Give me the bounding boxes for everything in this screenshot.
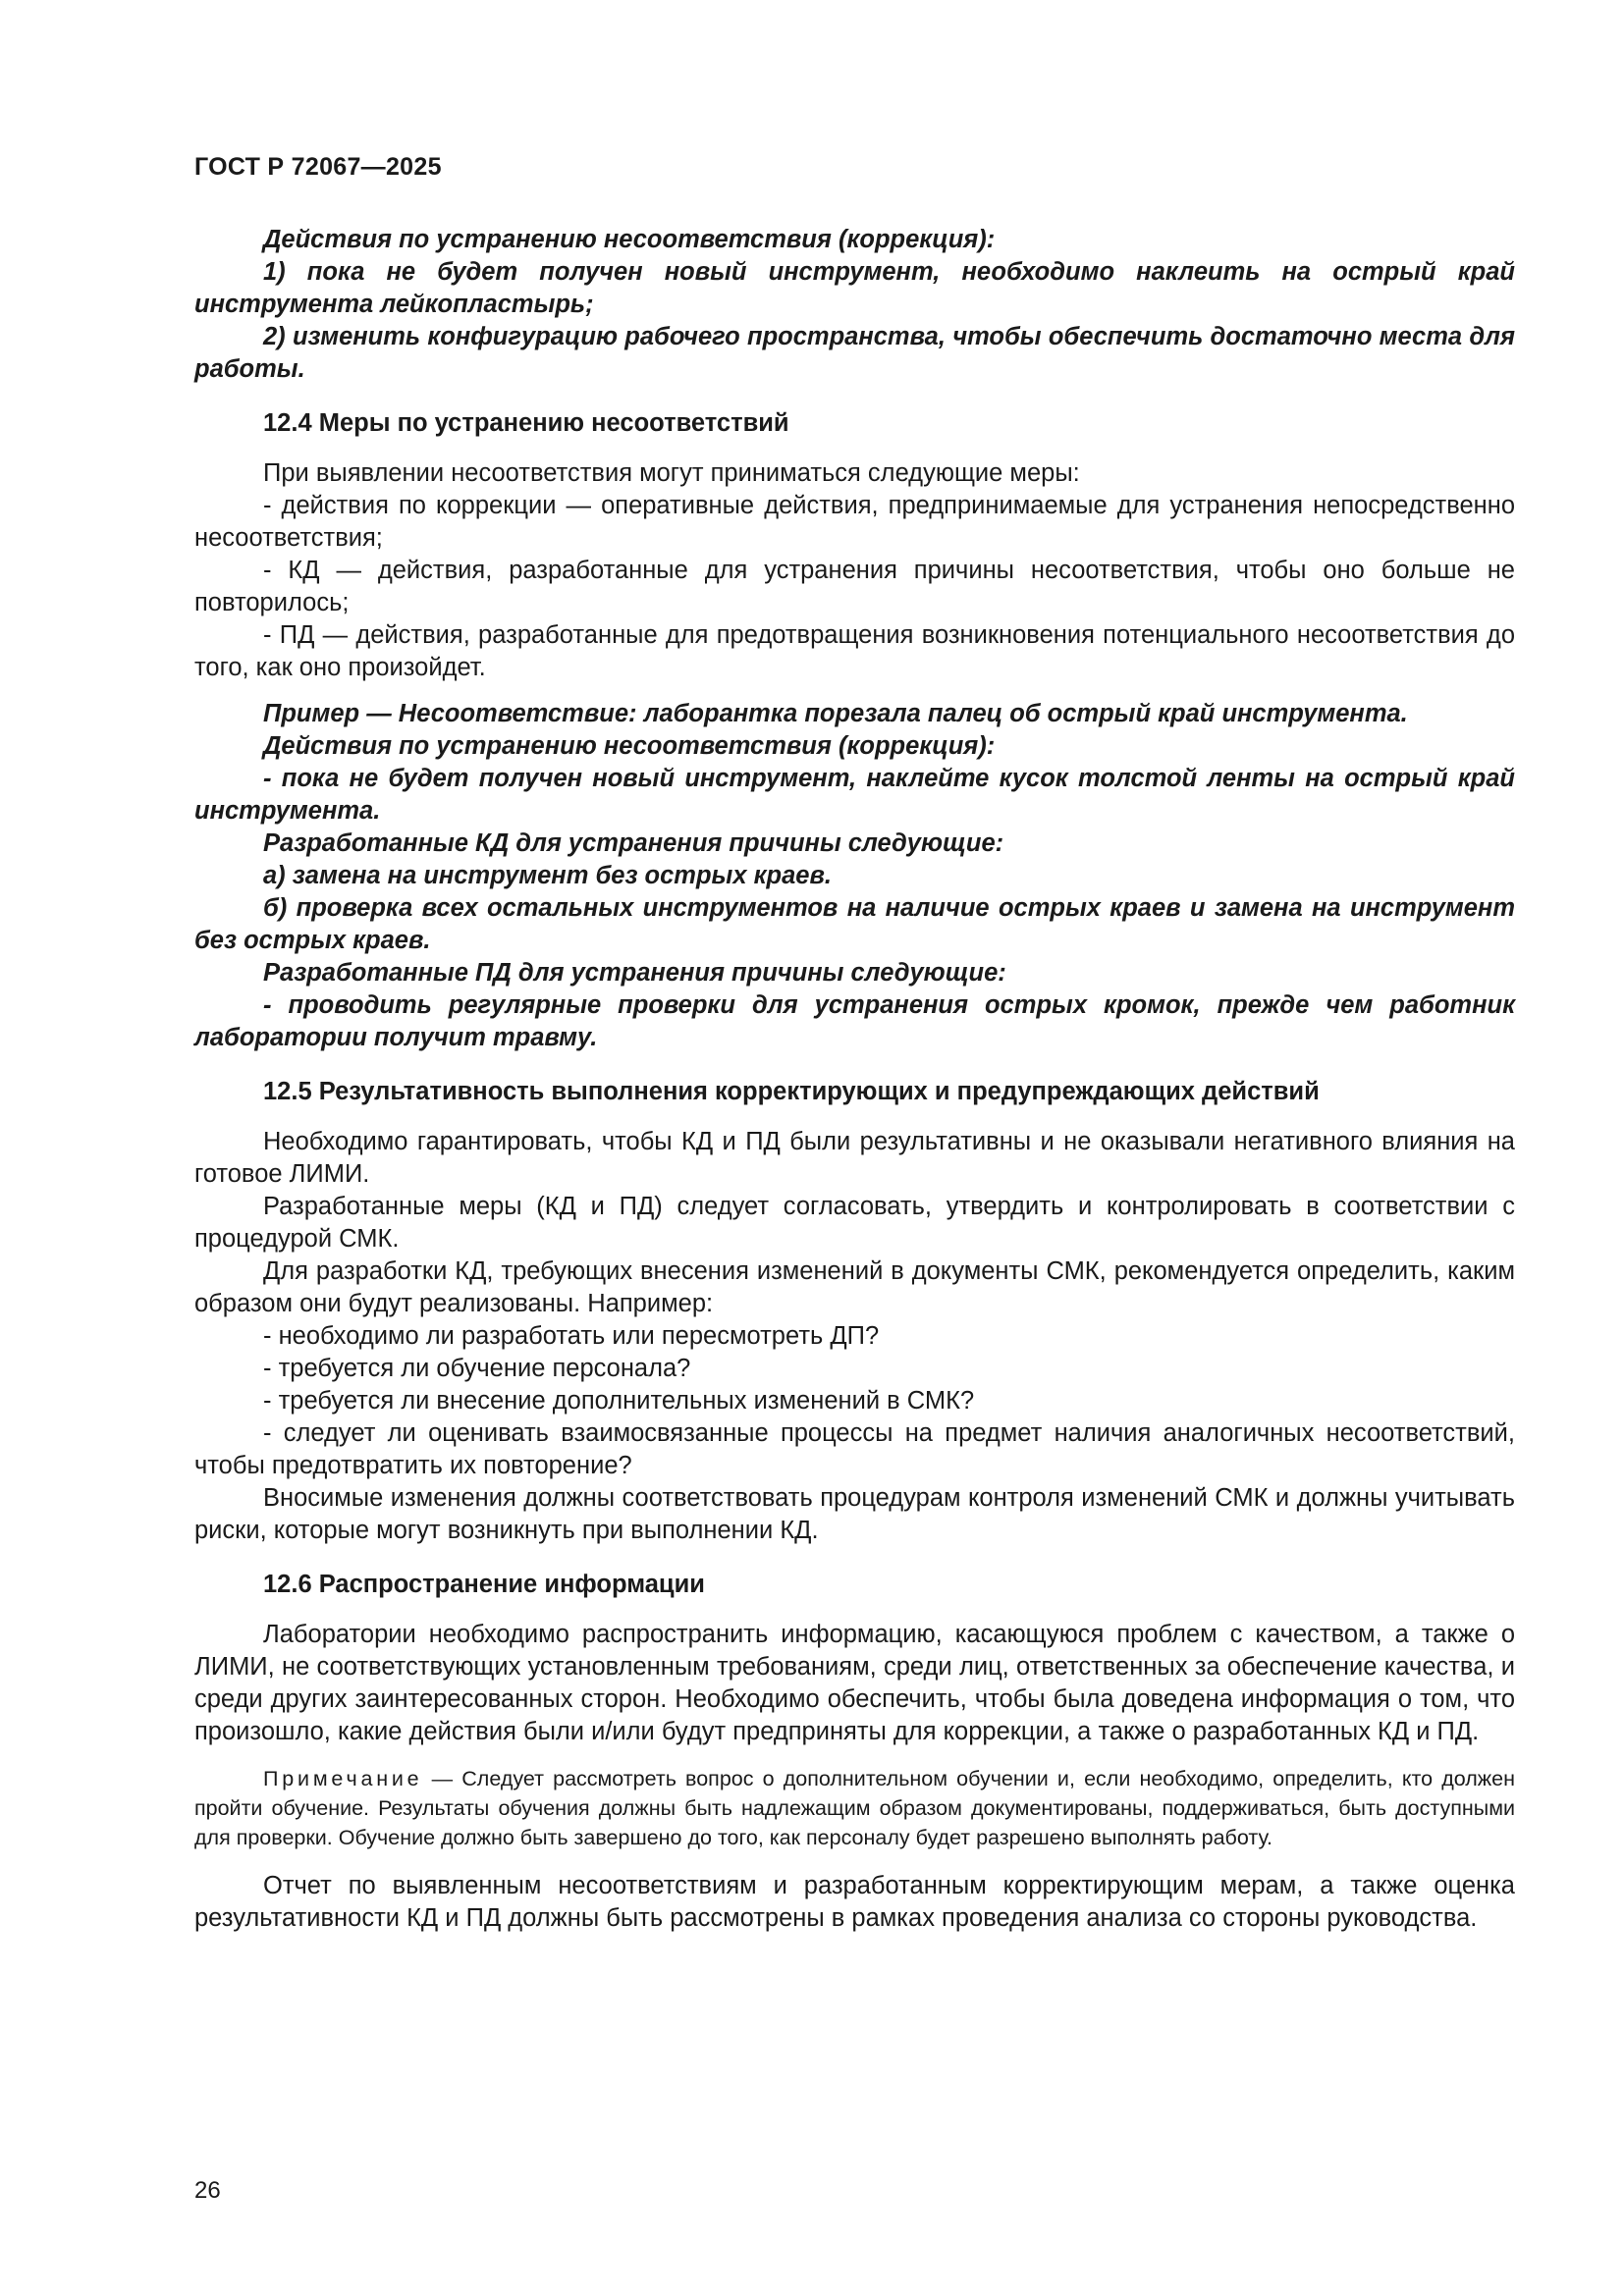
section-12-5-paragraph: Разработанные меры (КД и ПД) следует согласовать, утвердить и контролировать в соответствии с процедурой СМК. <box>194 1193 1515 1253</box>
example-line: Разработанные КД для устранения причины следующие: <box>263 829 1004 857</box>
section-12-4-lead: При выявлении несоответствия могут приниматься следующие меры: <box>263 459 1080 487</box>
final-paragraph: Отчет по выявленным несоответствиям и разработанным корректирующим мерам, а также оценка результативности КД и ПД должны быть рассмотрены в рамках проведения анализа со стороны руководства. <box>194 1872 1515 1932</box>
section-12-5-heading: 12.5 Результативность выполнения корректирующих и предупреждающих действий <box>263 1078 1320 1105</box>
example-line: - проводить регулярные проверки для устранения острых кромок, прежде чем работник лаборатории получит травму. <box>194 991 1515 1051</box>
section-12-4-heading: 12.4 Меры по устранению несоответствий <box>263 409 789 437</box>
page-number: 26 <box>194 2177 221 2204</box>
section-12-6-paragraph: Лаборатории необходимо распространить информацию, касающуюся проблем с качеством, а также о ЛИМИ, не соответствующих установленным требованиям, среди лиц, ответственных за обеспечение качества, и среди других заинтересованных сторон. Необходимо обеспечить, чтобы была доведена информация о том, что произошло, какие действия были и/или будут предприняты для коррекции, а также о разработанных КД и ПД. <box>194 1621 1515 1745</box>
question-item: - следует ли оценивать взаимосвязанные процессы на предмет наличия аналогичных несоответствий, чтобы предотвратить их повторение? <box>194 1419 1515 1479</box>
example-line: Действия по устранению несоответствия (коррекция): <box>263 732 996 760</box>
question-item: - требуется ли обучение персонала? <box>263 1355 691 1382</box>
section-12-6-heading: 12.6 Распространение информации <box>263 1571 705 1598</box>
section-12-5-paragraph: Вносимые изменения должны соответствовать процедурам контроля изменений СМК и должны учитывать риски, которые могут возникнуть при выполнении КД. <box>194 1484 1515 1544</box>
example-line: а) замена на инструмент без острых краев. <box>263 862 832 889</box>
section-12-5-paragraph: Необходимо гарантировать, чтобы КД и ПД были результативны и не оказывали негативного влияния на готовое ЛИМИ. <box>194 1128 1515 1188</box>
measure-item: - ПД — действия, разработанные для предотвращения возникновения потенциального несоответствия до того, как оно произойдет. <box>194 621 1515 681</box>
note-label: Примечание <box>263 1767 423 1790</box>
page-content <box>194 224 1515 1935</box>
document-header: ГОСТ Р 72067—2025 <box>194 153 442 181</box>
example-line: Разработанные ПД для устранения причины следующие: <box>263 959 1006 987</box>
note-text: — Следует рассмотреть вопрос о дополнительном обучении и, если необходимо, определить, кто должен пройти обучение. Результаты обучения должны быть надлежащим образом документированы, поддерживаться, быть доступными для проверки. Обучение должно быть завершено до того, как персоналу будет разрешено выполнять работу. <box>194 1767 1515 1849</box>
example-line: б) проверка всех остальных инструментов на наличие острых краев и замена на инструмент без острых краев. <box>194 894 1515 954</box>
question-item: - требуется ли внесение дополнительных изменений в СМК? <box>263 1387 975 1415</box>
correction-item-1: 1) пока не будет получен новый инструмент, необходимо наклеить на острый край инструмента лейкопластырь; <box>194 258 1515 318</box>
section-12-5-paragraph: Для разработки КД, требующих внесения изменений в документы СМК, рекомендуется определить, каким образом они будут реализованы. Например: <box>194 1257 1515 1317</box>
example-line: Пример — Несоответствие: лаборантка порезала палец об острый край инструмента. <box>263 700 1408 727</box>
note <box>194 1764 1515 1852</box>
measure-item: - КД — действия, разработанные для устранения причины несоответствия, чтобы оно больше не повторилось; <box>194 557 1515 616</box>
correction-title: Действия по устранению несоответствия (коррекция): <box>263 226 996 253</box>
question-item: - необходимо ли разработать или пересмотреть ДП? <box>263 1322 880 1350</box>
measure-item: - действия по коррекции — оперативные действия, предпринимаемые для устранения непосредственно несоответствия; <box>194 492 1515 552</box>
correction-item-2: 2) изменить конфигурацию рабочего пространства, чтобы обеспечить достаточно места для работы. <box>194 323 1515 383</box>
example-line: - пока не будет получен новый инструмент, наклейте кусок толстой ленты на острый край инструмента. <box>194 765 1515 825</box>
